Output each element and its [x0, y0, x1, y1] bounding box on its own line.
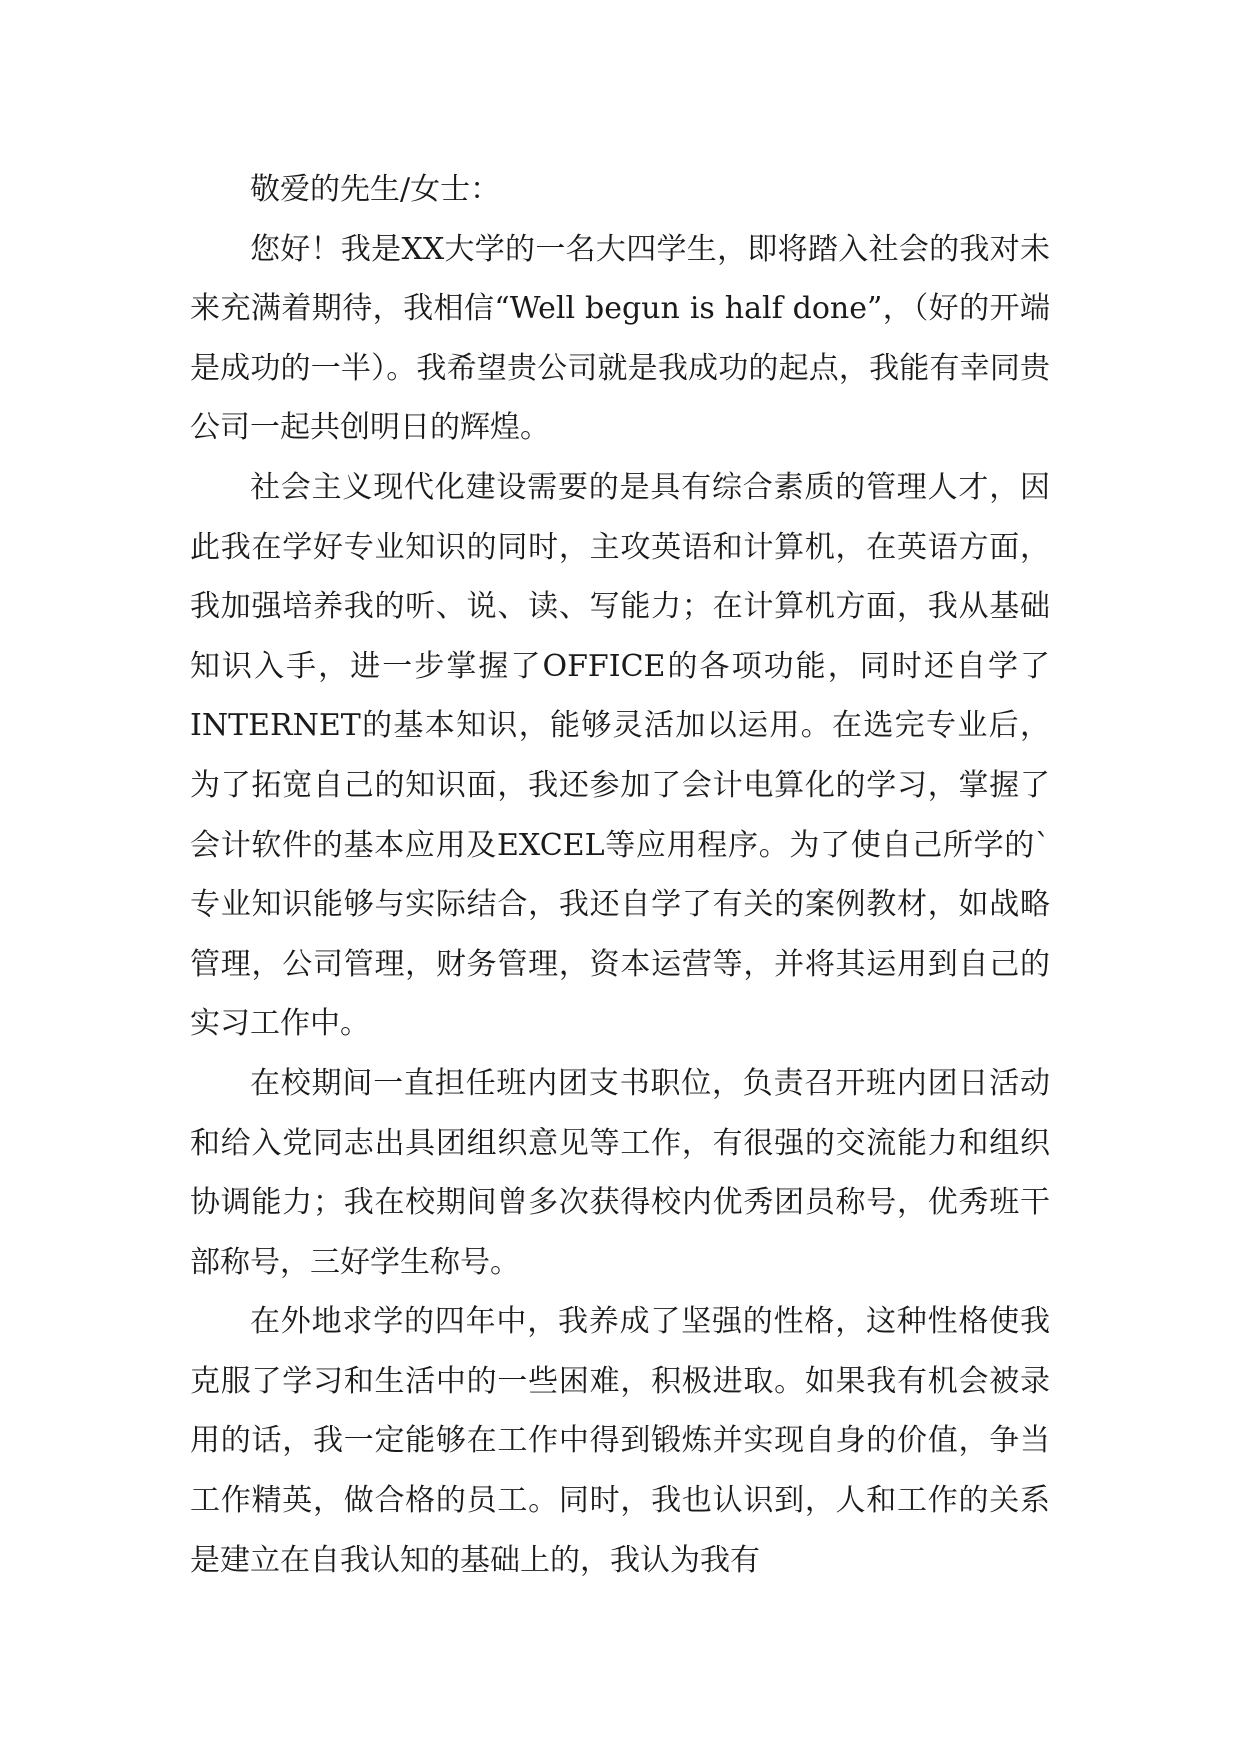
letter-body — [190, 160, 1050, 1590]
paragraph-character: 在外地求学的四年中，我养成了坚强的性格，这种性格使我克服了学习和生活中的一些困难，积极进取。如果我有机会被录用的话，我一定能够在工作中得到锻炼并实现自身的价值，争当工作精英，做合格的员工。同时，我也认识到，人和工作的关系是建立在自我认知的基础上的，我认为我有 — [190, 1304, 1050, 1578]
paragraph-school-activities: 在校期间一直担任班内团支书职位，负责召开班内团日活动和给入党同志出具团组织意见等工作，有很强的交流能力和组织协调能力；我在校期间曾多次获得校内优秀团员称号，优秀班干部称号，三好学生称号。 — [190, 1065, 1050, 1280]
paragraph-greeting: 您好！我是XX大学的一名大四学生，即将踏入社会的我对未来充满着期待，我相信“Well begun is half done”，（好的开端是成功的一半）。我希望贵公司就是我成功的起点，我能有幸同贵公司一起共创明日的辉煌。 — [190, 231, 1050, 446]
salutation: 敬爱的先生/女士： — [250, 172, 501, 207]
paragraph-skills: 社会主义现代化建设需要的是具有综合素质的管理人才，因此我在学好专业知识的同时，主攻英语和计算机，在英语方面，我加强培养我的听、说、读、写能力；在计算机方面，我从基础知识入手，进一步掌握了OFFICE的各项功能，同时还自学了INTERNET的基本知识，能够灵活加以运用。在选完专业后，为了拓宽自己的知识面，我还参加了会计电算化的学习，掌握了会计软件的基本应用及EXCEL等应用程序。为了使自己所学的`专业知识能够与实际结合，我还自学了有关的案例教材，如战略管理，公司管理，财务管理，资本运营等，并将其运用到自己的实习工作中。 — [190, 469, 1050, 1042]
